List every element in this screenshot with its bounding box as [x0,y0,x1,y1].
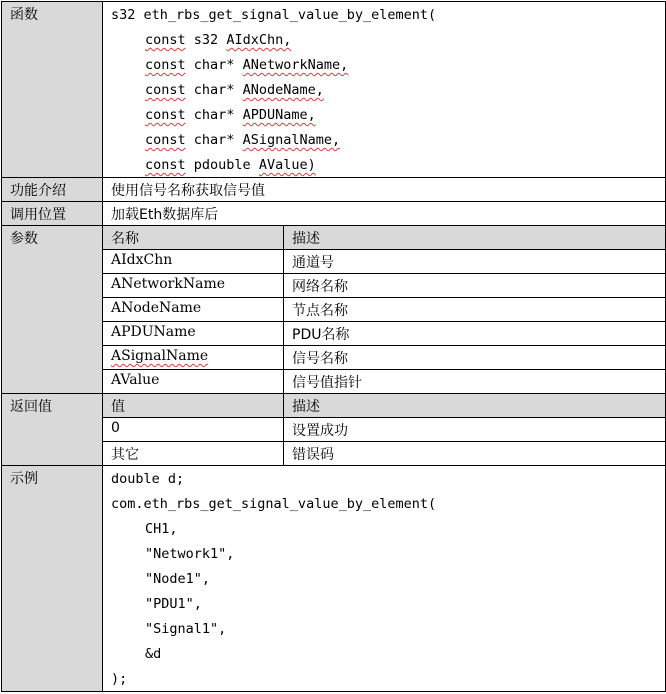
return-value-header: 值 [103,394,284,418]
example-arg: "Node1", [145,571,211,587]
param-desc: 节点名称 [284,298,666,322]
example-code [103,466,666,692]
description-text: 使用信号名称获取信号值 [103,178,666,202]
return-desc: 设置成功 [284,418,666,442]
return-desc: 错误码 [284,442,666,466]
signature-line: s32 eth_rbs_get_signal_value_by_element( [111,7,437,23]
param-name: ANetworkName [103,274,284,298]
param-desc-header: 描述 [284,226,666,250]
param-name: APDUName [103,322,284,346]
param-name: AIdxChn [103,250,284,274]
return-desc-header: 描述 [284,394,666,418]
param-name: ANodeName [103,298,284,322]
return-header-row [2,394,666,418]
signature-param-1: const char* ANetworkName, [145,57,349,73]
description-label: 功能介绍 [2,178,103,202]
function-doc-table [1,1,666,692]
example-arg: "Network1", [145,546,235,562]
signature-param-5: const pdouble AValue) [145,157,316,173]
param-header-row [2,226,666,250]
example-arg: CH1, [145,521,178,537]
example-row [2,466,666,692]
param-name: ASignalName [103,346,284,370]
return-value: 其它 [103,442,284,466]
param-desc: 信号名称 [284,346,666,370]
example-arg: "PDU1", [145,596,202,612]
function-signature [103,2,666,178]
example-arg: &d [145,646,162,662]
param-desc: 信号值指针 [284,370,666,394]
description-row [2,178,666,202]
param-desc: 网络名称 [284,274,666,298]
signature-param-4: const char* ASignalName, [145,132,341,148]
example-arg: "Signal1", [145,621,227,637]
param-name: AValue [103,370,284,394]
signature-param-2: const char* ANodeName, [145,82,324,98]
example-line: com.eth_rbs_get_signal_value_by_element( [111,496,437,512]
parameters-label: 参数 [2,226,103,394]
example-label: 示例 [2,466,103,692]
return-value: 0 [103,418,284,442]
call-position-row [2,202,666,226]
function-label: 函数 [2,2,103,178]
return-value-label: 返回值 [2,394,103,466]
signature-param-3: const char* APDUName, [145,107,316,123]
call-position-label: 调用位置 [2,202,103,226]
example-line: ); [111,671,128,687]
param-desc: PDU名称 [284,322,666,346]
signature-param-0: const s32 AIdxChn, [145,32,292,48]
call-position-text: 加载Eth数据库后 [103,202,666,226]
example-line: double d; [111,471,185,487]
function-row [2,2,666,178]
param-desc: 通道号 [284,250,666,274]
param-name-header: 名称 [103,226,284,250]
